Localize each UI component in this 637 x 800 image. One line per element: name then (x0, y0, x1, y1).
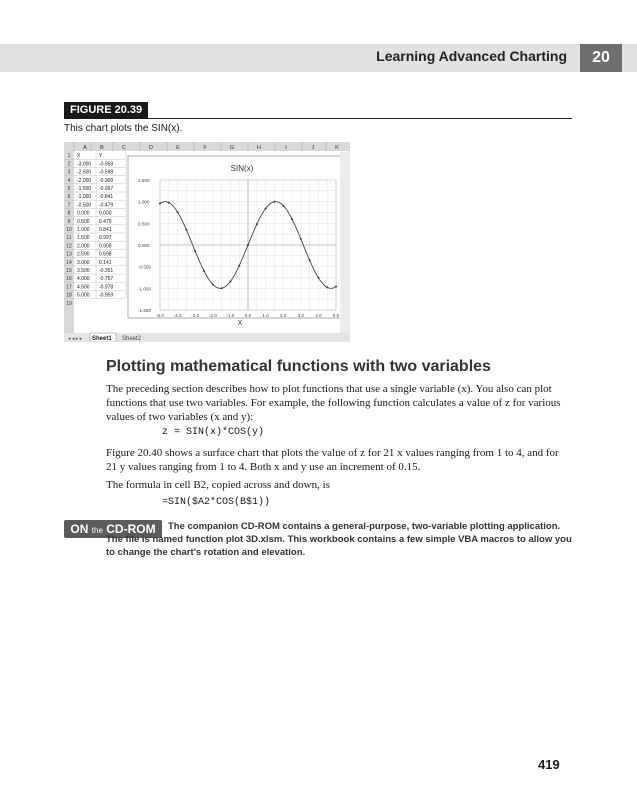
x-tick-label: 0.0 (244, 313, 252, 318)
row-header-19[interactable]: 19 (66, 300, 72, 307)
row-header-3[interactable]: 3 (67, 169, 71, 176)
y-tick-label: 1.000 (138, 199, 150, 205)
cdrom-note (106, 520, 572, 559)
cell-x-2[interactable]: -3.000 (77, 161, 92, 168)
cell-x-9[interactable]: 0.500 (77, 218, 90, 225)
x-tick-label: -4.0 (173, 313, 182, 318)
section-title: Plotting mathematical functions with two variables (106, 358, 491, 375)
row-header-7[interactable]: 7 (67, 202, 71, 209)
y-tick-label: -1.000 (138, 286, 152, 292)
data-point (229, 280, 231, 282)
y-tick-label: 1.500 (138, 178, 150, 183)
data-point (221, 287, 223, 289)
cell-x-11[interactable]: 1.500 (77, 235, 90, 242)
y-tick-label: -0.500 (138, 264, 152, 270)
x-tick-label: -1.0 (226, 313, 235, 318)
row-header-4[interactable]: 4 (67, 177, 71, 184)
row-header-16[interactable]: 16 (66, 276, 72, 283)
data-point (335, 286, 337, 288)
cell-x-8[interactable]: 0.000 (77, 210, 90, 217)
row-header-12[interactable]: 12 (66, 243, 72, 250)
column-header-F[interactable]: F (203, 145, 207, 151)
page-number: 419 (538, 757, 560, 772)
column-header-bar (64, 142, 350, 151)
x-tick-label: 3.0 (297, 313, 304, 318)
cell-y-9[interactable]: 0.479 (99, 218, 112, 225)
cell-y-10[interactable]: 0.841 (99, 227, 112, 233)
cell-x-13[interactable]: 2.500 (77, 251, 90, 258)
sheet-tab-1-label: Sheet1 (92, 336, 112, 342)
spreadsheet-screenshot (64, 142, 350, 342)
data-point (177, 211, 179, 213)
cell-y-2[interactable]: -0.959 (99, 161, 114, 168)
badge-cd: CD-ROM (106, 522, 156, 536)
chapter-number: 20 (580, 44, 622, 72)
row-header-8[interactable]: 8 (67, 210, 71, 217)
paragraph-figure-ref: Figure 20.40 shows a surface chart that plots the value of z for 21 x values ranging from 1 to 4, and for 21 y values ranging from 1 to 4. Both x and y use an increment of 0.15. (106, 447, 559, 473)
column-header-C[interactable]: C (122, 145, 126, 151)
y-tick-label: -1.500 (138, 308, 152, 313)
column-header-G[interactable]: G (229, 145, 235, 151)
x-tick-label: -3.0 (191, 313, 200, 318)
data-point (203, 270, 205, 272)
data-point (194, 250, 196, 252)
row-header-13[interactable]: 13 (66, 251, 72, 258)
data-point (326, 286, 328, 288)
column-header-A[interactable]: A (83, 145, 87, 151)
row-header-15[interactable]: 15 (66, 268, 72, 274)
cell-y-18[interactable]: -0.959 (99, 292, 114, 299)
cell-y-13[interactable]: 0.598 (99, 251, 112, 258)
data-point (282, 205, 284, 207)
cell-x-5[interactable]: -1.500 (77, 186, 92, 192)
cell-y-14[interactable]: 0.141 (99, 259, 112, 266)
data-point (291, 218, 293, 220)
cell-y-3[interactable]: -0.598 (99, 169, 114, 176)
running-header-title: Learning Advanced Charting (376, 48, 567, 64)
cell-x-12[interactable]: 2.000 (77, 243, 90, 250)
row-header-11[interactable]: 11 (66, 235, 72, 242)
data-point (309, 259, 311, 261)
cdrom-note-text: The companion CD-ROM contains a general-purpose, two-variable plotting application. The file is named function plot 3D.xlsm. This workbook contains a few simple VBA macros to allow you to change the chart's rotation and elevation. (106, 521, 572, 558)
row-header-5[interactable]: 5 (67, 186, 71, 192)
column-header-D[interactable]: D (149, 145, 153, 151)
row-header-17[interactable]: 17 (66, 284, 72, 291)
data-point (238, 265, 240, 267)
cell-x-18[interactable]: 5.000 (77, 292, 90, 299)
x-tick-label: 1.0 (262, 313, 269, 318)
column-header-H[interactable]: H (257, 145, 261, 151)
cell-x-7[interactable]: -0.500 (77, 202, 92, 209)
column-header-B[interactable]: B (100, 145, 104, 151)
cell-x-14[interactable]: 3.000 (77, 259, 90, 266)
cell-y-6[interactable]: -0.841 (99, 194, 114, 201)
data-point (317, 277, 319, 279)
figure-label: FIGURE 20.39 (64, 102, 148, 118)
cell-y-12[interactable]: 0.909 (99, 243, 112, 250)
column-header-J[interactable]: J (311, 145, 315, 151)
x-axis-label: X (237, 320, 243, 327)
row-header-6[interactable]: 6 (67, 194, 71, 201)
cell-y-11[interactable]: 0.997 (99, 235, 112, 242)
row-header-18[interactable]: 18 (66, 292, 72, 299)
sheet-tab-2-label[interactable]: Sheet2 (122, 336, 142, 342)
cell-x-1[interactable]: X (77, 153, 81, 160)
column-header-K[interactable]: K (335, 145, 339, 151)
cell-x-3[interactable]: -2.500 (77, 169, 92, 176)
row-header-14[interactable]: 14 (66, 259, 72, 266)
vertical-scrollbar[interactable] (340, 152, 350, 333)
row-header-10[interactable]: 10 (66, 227, 72, 233)
cell-y-17[interactable]: -0.978 (99, 284, 114, 291)
data-point (300, 238, 302, 240)
row-header-9[interactable]: 9 (67, 218, 71, 225)
data-point (185, 229, 187, 231)
cell-y-4[interactable]: -0.909 (99, 177, 114, 184)
cell-x-16[interactable]: 4.000 (77, 276, 90, 283)
cell-y-7[interactable]: -0.479 (99, 202, 114, 209)
data-point (265, 208, 267, 210)
cell-x-6[interactable]: -1.000 (77, 194, 92, 201)
cell-y-15[interactable]: -0.351 (99, 268, 114, 274)
column-header-I[interactable]: I (285, 145, 287, 151)
cell-x-4[interactable]: -2.000 (77, 177, 92, 184)
row-header-2[interactable]: 2 (67, 161, 71, 168)
column-header-E[interactable]: E (176, 145, 180, 151)
chart-title: SIN(x) (230, 164, 254, 173)
code-formula-z: z = SIN(x)*COS(y) (162, 427, 265, 438)
badge-the: the (91, 526, 103, 535)
paragraph-intro: The preceding section describes how to plot functions that use a single variable (x). You also can plot functions that use two variables. For example, the following function calculates a value of z for various values of two variables (x and y): (106, 383, 561, 423)
y-tick-label: 0.500 (138, 221, 150, 227)
data-point (212, 283, 214, 285)
x-tick-label: 5.0 (332, 313, 340, 318)
badge-on: ON (70, 522, 89, 536)
figure-caption: This chart plots the SIN(x). (64, 123, 183, 134)
cell-x-17[interactable]: 4.500 (77, 284, 90, 291)
data-point (159, 202, 161, 204)
data-point (256, 223, 258, 225)
x-tick-label: 4.0 (315, 313, 322, 318)
figure-rule (64, 118, 572, 119)
paragraph-formula-intro: The formula in cell B2, copied across and down, is (106, 479, 330, 491)
cell-y-5[interactable]: -0.997 (99, 186, 114, 192)
cell-x-15[interactable]: 3.500 (77, 268, 90, 274)
x-tick-label: -2.0 (208, 313, 217, 318)
x-tick-label: -5.0 (156, 313, 164, 318)
cell-y-16[interactable]: -0.757 (99, 276, 114, 283)
data-point (168, 202, 170, 204)
data-point (273, 201, 275, 203)
x-tick-label: 2.0 (280, 313, 287, 318)
y-tick-label: 0.000 (138, 243, 150, 248)
cell-y-1[interactable]: Y (99, 153, 103, 160)
code-formula-b2: =SIN($A2*COS(B$1)) (162, 497, 271, 508)
cell-x-10[interactable]: 1.000 (77, 227, 90, 233)
data-point (247, 244, 249, 246)
tab-nav-arrows[interactable]: ◂ ◂ ▸ ▸ (68, 336, 83, 342)
row-header-1[interactable]: 1 (67, 153, 71, 160)
cell-y-8[interactable]: 0.000 (99, 210, 112, 217)
